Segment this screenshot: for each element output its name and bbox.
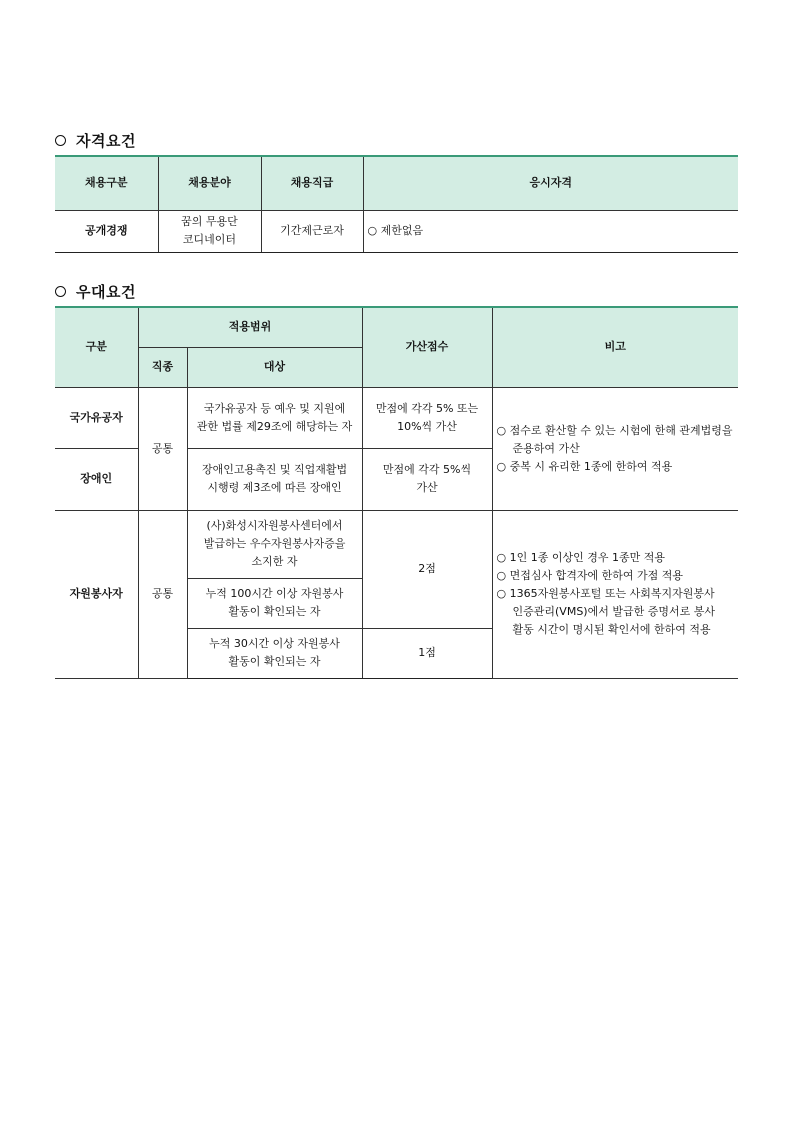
notes-cell <box>492 387 738 510</box>
job-cell: 공통 <box>138 510 187 678</box>
header-cell: 채용직급 <box>261 156 363 210</box>
target-line: 누적 30시간 이상 자원봉사 <box>209 637 340 650</box>
category-cell: 자원봉사자 <box>55 510 138 678</box>
category-cell: 장애인 <box>55 448 138 510</box>
target-cell <box>187 578 362 628</box>
header-target: 대상 <box>187 347 362 387</box>
target-line: (사)화성시자원봉사센터에서 <box>206 519 343 532</box>
note-line: ○ 면접심사 합격자에 한하여 가점 적용 <box>496 569 683 582</box>
target-line: 누적 100시간 이상 자원봉사 <box>205 587 344 600</box>
points-line: 만점에 각각 5%씩 <box>382 463 472 476</box>
table-row <box>55 510 738 578</box>
points-line: 만점에 각각 5% 또는 <box>375 401 479 415</box>
circle-bullet-icon <box>55 286 66 297</box>
note-line: ○ 중복 시 유리한 1종에 한하여 적용 <box>496 459 673 473</box>
header-cell: 응시자격 <box>363 156 738 210</box>
header-notes: 비고 <box>492 307 738 387</box>
target-cell <box>187 387 362 448</box>
field-line: 코디네이터 <box>182 233 237 246</box>
target-cell <box>187 448 362 510</box>
table-header-row <box>55 307 738 347</box>
notes-cell <box>492 510 738 678</box>
target-line: 활동이 확인되는 자 <box>228 655 321 668</box>
table-header-row <box>55 156 738 210</box>
note-line: ○ 1인 1종 이상인 경우 1종만 적용 <box>496 551 665 564</box>
target-line: 관한 법률 제29조에 해당하는 자 <box>196 419 353 433</box>
target-line: 소지한 자 <box>251 555 298 568</box>
table-row <box>55 387 738 448</box>
target-line: 활동이 확인되는 자 <box>228 605 321 618</box>
note-line: ○ 1365자원봉사포털 또는 사회복지자원봉사 <box>496 587 715 600</box>
target-line: 국가유공자 등 예우 및 지원에 <box>203 401 346 415</box>
circle-bullet-icon <box>55 135 66 146</box>
points-line: 10%씩 가산 <box>397 419 457 433</box>
preferences-table <box>55 306 738 679</box>
qualification-cell: ○ 제한없음 <box>363 210 738 252</box>
note-line: 인증관리(VMS)에서 발급한 증명서로 봉사 <box>512 605 715 618</box>
job-cell: 공통 <box>138 387 187 510</box>
points-cell: 2점 <box>362 510 492 628</box>
target-cell <box>187 628 362 678</box>
note-line: ○ 점수로 환산할 수 있는 시험에 한해 관계법령을 <box>496 423 733 437</box>
points-cell <box>362 387 492 448</box>
target-line: 발급하는 우수자원봉사자증을 <box>203 537 346 550</box>
target-line: 시행령 제3조에 따른 장애인 <box>207 481 342 494</box>
category-cell: 국가유공자 <box>55 387 138 448</box>
header-cell: 채용구분 <box>55 156 158 210</box>
field-line: 꿈의 무용단 <box>181 215 238 228</box>
hiring-field-cell <box>158 210 261 252</box>
header-cell: 채용분야 <box>158 156 261 210</box>
header-points: 가산점수 <box>362 307 492 387</box>
points-line: 가산 <box>416 481 438 494</box>
section-title-text: 우대요건 <box>76 283 136 301</box>
hiring-type-cell: 공개경쟁 <box>55 210 158 252</box>
target-line: 장애인고용촉진 및 직업재활법 <box>201 463 348 476</box>
target-cell <box>187 510 362 578</box>
table-row <box>55 210 738 252</box>
section-title-preferences <box>55 281 136 302</box>
hiring-rank-cell: 기간제근로자 <box>261 210 363 252</box>
section-title-text: 자격요건 <box>76 132 136 150</box>
section-title-qualifications <box>55 130 136 151</box>
header-scope: 적용범위 <box>138 307 362 347</box>
qualifications-table <box>55 155 738 253</box>
note-line: 준용하여 가산 <box>512 441 580 455</box>
header-job: 직종 <box>138 347 187 387</box>
points-cell: 1점 <box>362 628 492 678</box>
header-category: 구분 <box>55 307 138 387</box>
points-cell <box>362 448 492 510</box>
note-line: 활동 시간이 명시된 확인서에 한하여 적용 <box>512 623 711 636</box>
